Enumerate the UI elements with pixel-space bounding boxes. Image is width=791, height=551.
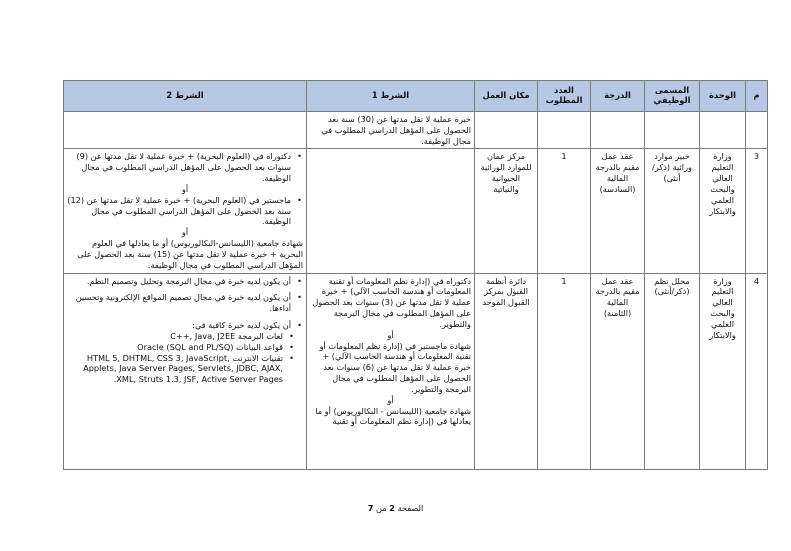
- row4-cond2-b2: • أن يكون لديه خبرة في مجال تصميم المواقع الإلكترونية وتحسين أداءها.: [67, 292, 303, 314]
- row4-cond1: [307, 273, 475, 469]
- row3-grade: عقد عمل مقيم بالدرجة المالية (السادسة): [591, 149, 645, 273]
- header-workplace: مكان العمل: [475, 81, 538, 112]
- row4-cond1-item1: دكتوراه في (إدارة نظم المعلومات أو تقنية المعلومات أو هندسة الحاسب الآلي) + خبرة عملية لا تقل مدتها عن (3) سنوات بعد الحصول على المؤهل المطلوب في مجال البرمجة والتطوير.: [312, 275, 471, 329]
- row4-cond1-item2: شهادة ماجستير في (إدارة نظم المعلومات أو تقنية المعلومات أو هندسة الحاسب الآلي) + خبرة عملية لا تقل مدتها عن (6) سنوات بعد الحصول على المؤهل المطلوب في مجال البرمجة والتطوير.: [319, 340, 471, 394]
- row4-num: 4: [746, 273, 768, 469]
- row4-cond1-item3: شهادة جامعية (الليسانس - البكالوريوس) أو ما يعادلها في (إدارة نظم المعلومات أو تقنية: [315, 405, 471, 427]
- row4-grade: عقد عمل مقيم بالدرجة المالية (الثامنة): [591, 273, 645, 469]
- row3-cond2-item3: شهادة جامعية (الليسانس-البكالوريوس) أو ما يعادلها في العلوم البحرية + خبرة عملية لا تقل مدتها عن (15) سنة بعد الحصول على المؤهل الدراسي المطلوب في مجال الوظيفة.: [77, 238, 303, 270]
- row3-cond2: [64, 149, 307, 273]
- row4-cond2-b3-3: • تقنيات الانترنت HTML 5, DHTML, CSS 3, JavaScript, Applets, Java Server Pages, Servlets, JDBC, AJAX, XML, Struts 1.3, JSF, Active Server Pages.: [67, 353, 295, 385]
- footer-current-page: 2: [389, 503, 395, 513]
- top-row-cond1: خبرة عملية لا تقل مدتها عن (30) سنة بعد الحصول على المؤهل الدراسي المطلوب في مجال الوظيفة.: [307, 112, 475, 149]
- footer-of-word: من: [376, 503, 387, 513]
- row4-count: 1: [538, 273, 591, 469]
- row3-cond2-item1: • دكتوراه في (العلوم البحرية) + خبرة عملية لا تقل مدتها عن (9) سنوات بعد الحصول على المؤهل الدراسي المطلوب في مجال الوظيفة.: [67, 151, 303, 183]
- row4-cond1-or2: أو: [387, 394, 394, 405]
- row3-cond2-item2: • ماجستير في (العلوم البحرية) + خبرة عملية لا تقل مدتها عن (12) سنة بعد الحصول على المؤهل الدراسي المطلوب في مجال الوظيفة.: [67, 195, 303, 227]
- row4-cond2-b1: • أن يكون لديه خبرة في مجال البرمجة وتحليل وتصميم النظم.: [67, 276, 303, 287]
- jobs-table: [63, 80, 768, 470]
- row3-num: 3: [746, 149, 768, 273]
- table-row: [64, 112, 768, 149]
- row3-cond2-or2: أو: [181, 227, 189, 238]
- table-row: [64, 149, 768, 273]
- row4-workplace: دائرة أنظمة القبول بمركز القبول الموحد: [475, 273, 538, 469]
- row3-cond2-or1: أو: [181, 183, 189, 194]
- footer-total-pages: 7: [367, 503, 374, 513]
- row3-job-title: خبير موارد وراثية (ذكر/ أنثى): [645, 149, 700, 273]
- row3-count: 1: [538, 149, 591, 273]
- row4-unit: وزارة التعليم العالي والبحث العلمي والابتكار: [700, 273, 746, 469]
- header-cond1: الشرط 1: [307, 81, 475, 112]
- row4-cond2-b3-title: • أن يكون لديه خبرة كافية في:: [67, 320, 303, 331]
- row4-job-title: محلل نظم (ذكر/أنثى): [645, 273, 700, 469]
- header-cond2: الشرط 2: [64, 81, 307, 112]
- header-count: العدد المطلوب: [538, 81, 591, 112]
- header-job-title: المسمى الوظيفي: [645, 81, 700, 112]
- row4-cond2: [64, 273, 307, 469]
- header-unit: الوحدة: [700, 81, 746, 112]
- row4-cond1-or1: أو: [387, 329, 394, 340]
- header-grade: الدرجة: [591, 81, 645, 112]
- row4-cond2-b3-2: • قواعد البيانات Oracle (SQL and PL/SQ): [67, 342, 295, 353]
- table-row: [64, 273, 768, 469]
- page-footer: [0, 503, 791, 513]
- row4-cond2-b3-1: • لغات البرمجة C++, Java, J2EE: [67, 331, 295, 342]
- row3-unit: وزارة التعليم العالي والبحث العلمي والابتكار: [700, 149, 746, 273]
- header-row: [64, 81, 768, 112]
- footer-page-word: الصفحة: [397, 503, 424, 513]
- row3-workplace: مركز عمان للموارد الوراثية الحيوانية والنباتية: [475, 149, 538, 273]
- header-num: م: [746, 81, 768, 112]
